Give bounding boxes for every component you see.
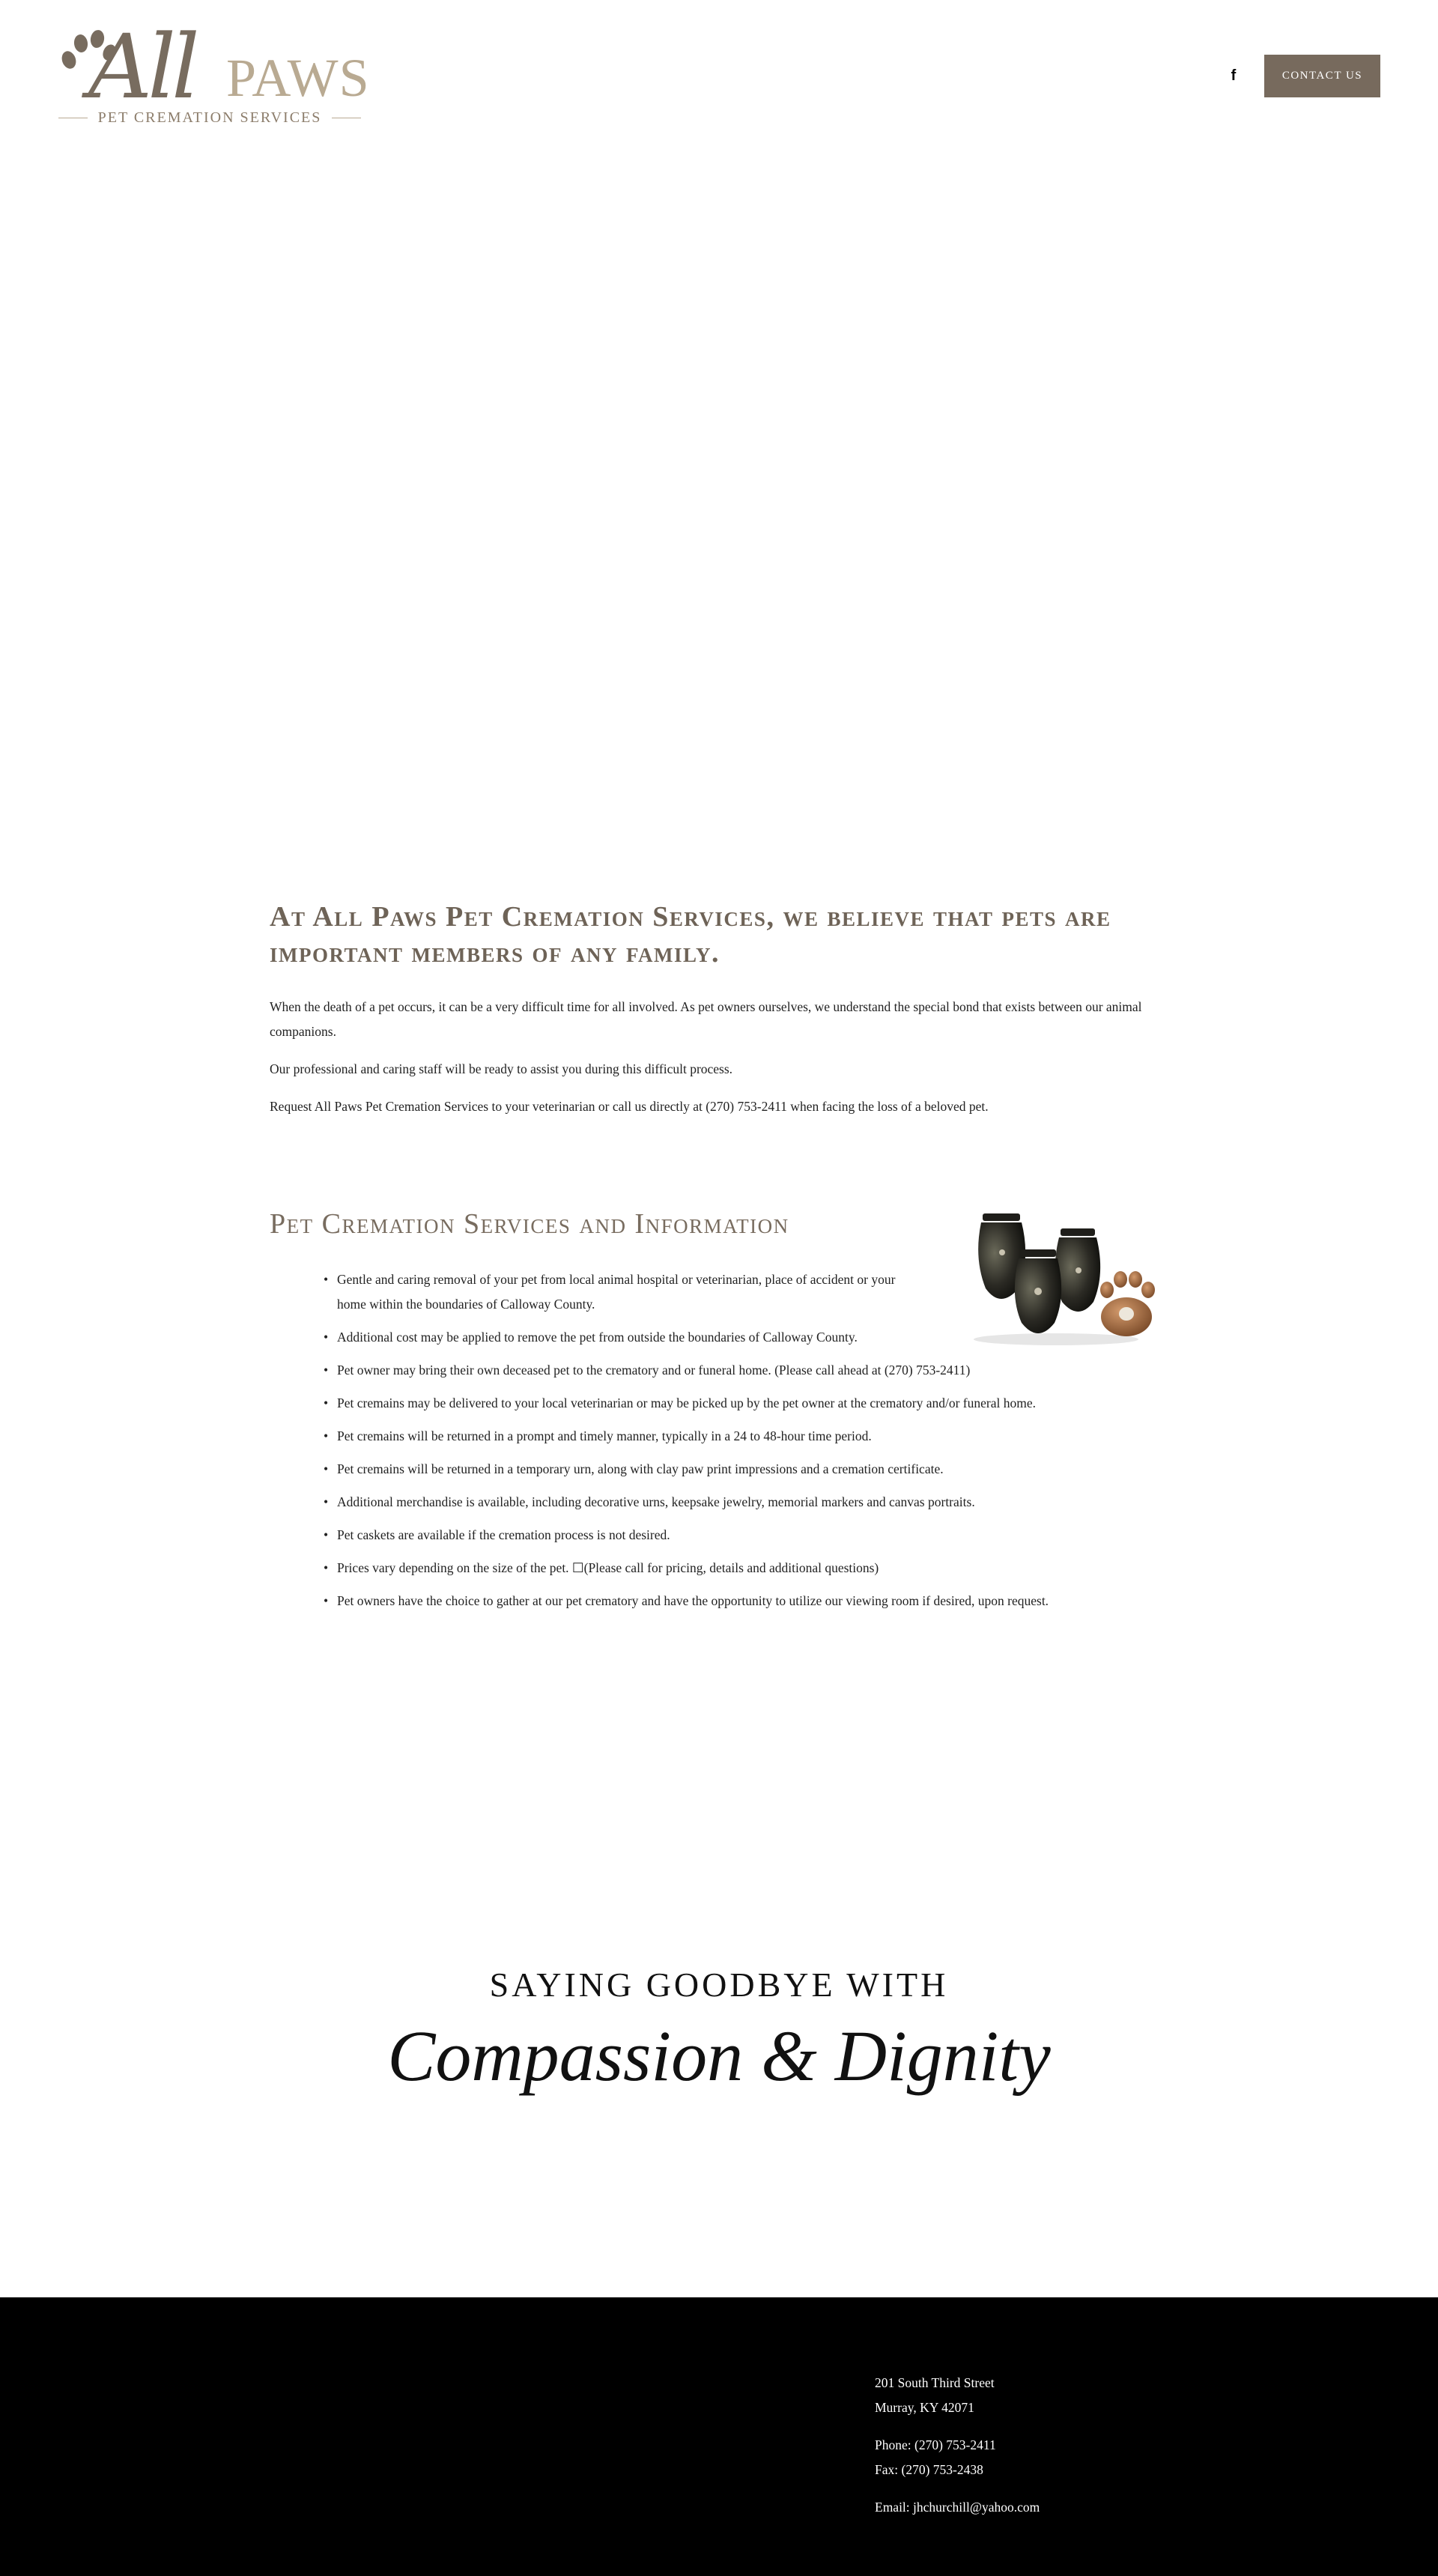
list-item: • Pet cremains may be delivered to your local veterinarian or may be picked up by the pet owner at the crematory and/or funeral home. [324,1391,1110,1416]
footer-phone[interactable]: Phone: (270) 753-2411 [875,2437,996,2452]
services-heading: Pet Cremation Services and Information [270,1208,789,1240]
list-item: • Pet cremains will be returned in a temporary urn, along with clay paw print impressions and a cremation certificate. [324,1457,1110,1482]
intro-paragraph-2: Our professional and caring staff will be ready to assist you during this difficult process. [270,1061,733,1076]
urns-image [966,1213,1158,1348]
footer-contact-info [875,2371,1249,2520]
intro-section [270,899,1168,1132]
intro-paragraph-3: Request All Paws Pet Cremation Services to your veterinarian or call us directly at (270) 753-2411 when facing the loss of a beloved pet. [270,1099,989,1114]
list-item: • Pet cremains will be returned in a prompt and timely manner, typically in a 24 to 48-hour time period. [324,1424,1110,1449]
logo-tagline [58,109,361,127]
logo-tagline-text: PET CREMATION SERVICES [97,109,322,126]
logo-paws-text: PAWS [226,48,370,108]
footer-street: 201 South Third Street [875,2375,995,2390]
site-logo[interactable] [58,15,370,135]
logo-script-text: All [88,15,195,118]
list-item: • Additional merchandise is available, including decorative urns, keepsake jewelry, memorial markers and canvas portraits. [324,1490,1110,1515]
list-item: • Pet owners have the choice to gather at our pet crematory and have the opportunity to utilize our viewing room if desired, upon request. [324,1589,1110,1613]
list-item: • Prices vary depending on the size of the pet. ☐(Please call for pricing, details and additional questions) [324,1556,1110,1581]
list-item: • Gentle and caring removal of your pet from local animal hospital or veterinarian, place of accident or your home within the boundaries of Calloway County. [324,1267,908,1317]
contact-us-button[interactable]: CONTACT US [1264,55,1380,97]
facebook-icon[interactable]: f [1231,67,1237,84]
footer-spacer [875,2420,1249,2433]
list-item: • Pet caskets are available if the cremation process is not desired. [324,1523,1110,1548]
footer-email[interactable]: Email: jhchurchill@yahoo.com [875,2500,1040,2515]
list-item: • Additional cost may be applied to remove the pet from outside the boundaries of Calloway County. [324,1325,1110,1350]
site-footer [0,2297,1438,2576]
intro-paragraph-1: When the death of a pet occurs, it can be a very difficult time for all involved. As pet owners ourselves, we understand the special bond that exists between our animal companions. [270,999,1142,1039]
site-header [0,0,1438,150]
footer-city: Murray, KY 42071 [875,2400,974,2415]
tagline-section [0,1963,1438,2097]
tagline-line-2: Compassion & Dignity [387,2016,1051,2096]
footer-spacer [875,2482,1249,2495]
footer-fax: Fax: (270) 753-2438 [875,2462,983,2477]
list-item: • Pet owner may bring their own deceased pet to the crematory and or funeral home. (Please call ahead at (270) 753-2411) [324,1358,1110,1383]
tagline-line-1: SAYING GOODBYE WITH [489,1966,949,2004]
intro-heading: At All Paws Pet Cremation Services, we believe that pets are important members of any family. [270,901,1111,969]
